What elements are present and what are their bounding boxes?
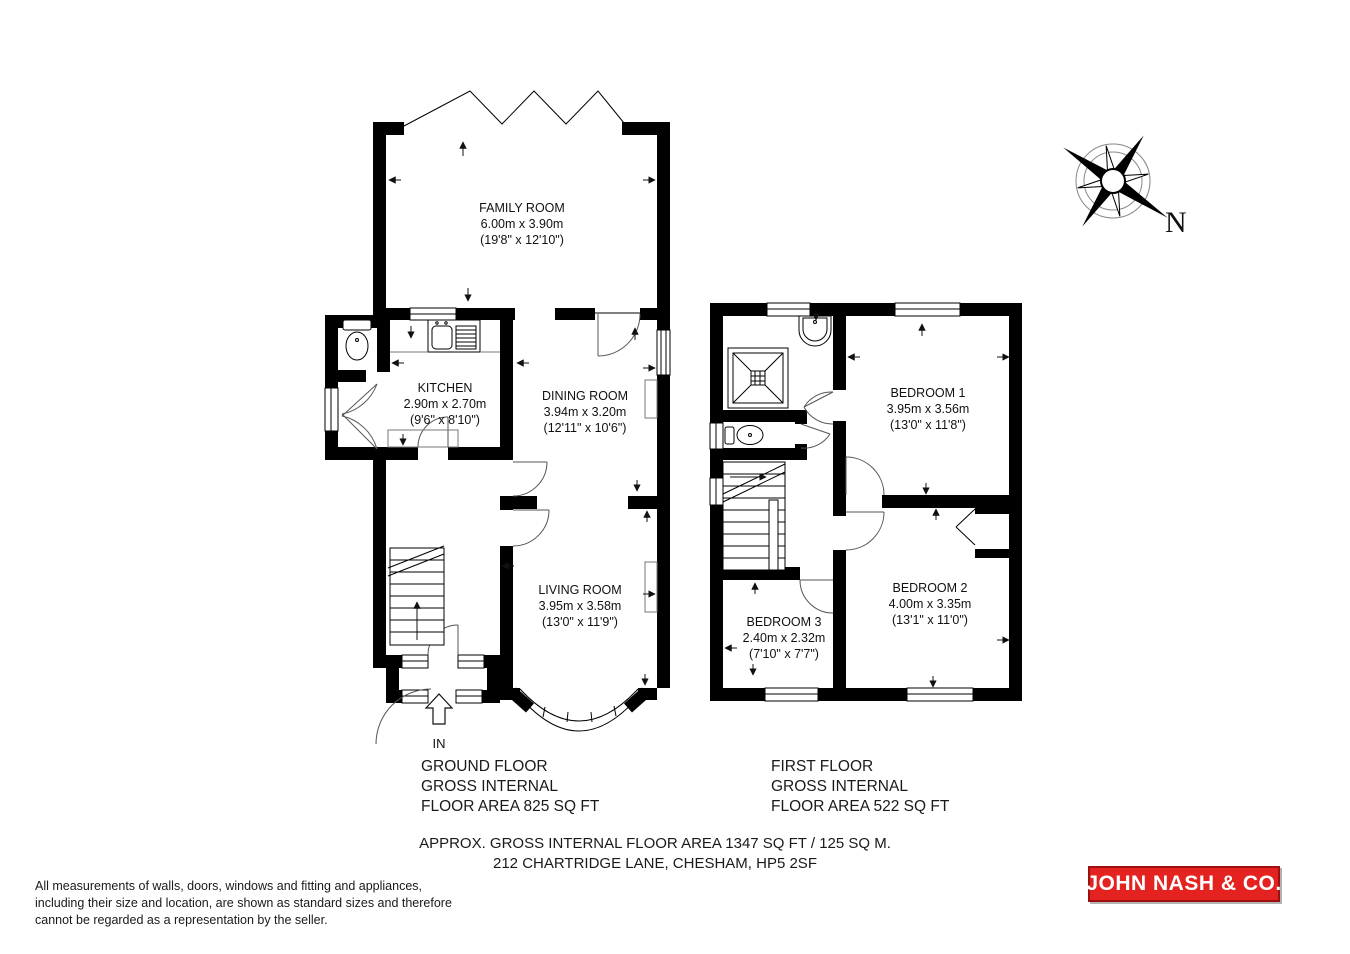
room-metric: 2.90m x 2.70m: [403, 397, 487, 411]
basin-icon: [799, 316, 831, 346]
disclaimer-line: cannot be regarded as a representation by the seller.: [35, 913, 328, 927]
room-metric: 3.94m x 3.20m: [543, 405, 627, 419]
wall-segment: [657, 122, 670, 330]
wall-segment: [386, 655, 402, 668]
room-label-kitchen: [404, 381, 487, 427]
wall-segment: [833, 508, 846, 516]
bay-window: [520, 689, 638, 731]
window: [710, 478, 723, 505]
room-label-bedroom-1: [887, 386, 970, 432]
room-imperial: (13'0" x 11'8"): [890, 418, 966, 432]
wall-segment: [500, 496, 513, 510]
wall-segment: [628, 496, 657, 509]
wall-segment: [818, 688, 907, 701]
wall-segment: [833, 316, 846, 390]
door-arc: [598, 314, 640, 356]
room-metric: 6.00m x 3.90m: [480, 217, 564, 231]
caption-line: FLOOR AREA 825 SQ FT: [421, 798, 600, 815]
room-label-family-room: [479, 201, 565, 247]
window: [657, 330, 670, 375]
window: [767, 303, 810, 316]
wall-segment: [640, 308, 657, 320]
room-metric: 4.00m x 3.35m: [888, 597, 972, 611]
door-arc: [846, 512, 884, 550]
entrance-arrow-icon: [426, 694, 452, 724]
wall-segment: [448, 447, 500, 460]
entrance-in-label: IN: [432, 736, 446, 751]
wall-segment: [657, 375, 670, 688]
kitchen-sink-icon: [428, 320, 480, 352]
room-name: BEDROOM 1: [890, 386, 966, 400]
door-arc: [800, 580, 833, 613]
wall-segment: [795, 444, 807, 460]
closet-doors: [956, 509, 975, 545]
wall-segment: [710, 303, 723, 423]
window: [456, 690, 482, 703]
room-name: KITCHEN: [417, 381, 473, 395]
caption-line: FIRST FLOOR: [771, 758, 874, 775]
room-label-bedroom-2: [889, 581, 972, 627]
wall-segment: [500, 546, 513, 688]
wall-segment: [373, 122, 386, 320]
room-imperial: (7'10" x 7'7"): [749, 647, 819, 661]
first-floor-plan: [710, 303, 1022, 701]
staircase-icon: [388, 546, 444, 645]
caption-line: GROUND FLOOR: [421, 758, 548, 775]
compass-rose-icon: [1059, 131, 1186, 239]
room-label-bedroom-3: [743, 615, 826, 661]
window: [410, 308, 456, 320]
summary-block: [240, 834, 1070, 874]
wall-segment: [325, 315, 338, 388]
agency-logo-text: JOHN NASH & CO.: [1086, 872, 1282, 895]
wall-segment: [482, 690, 500, 703]
wall-segment: [833, 550, 846, 701]
wall-segment: [833, 421, 846, 508]
caption-line: GROSS INTERNAL: [421, 778, 558, 795]
disclaimer-text: [35, 878, 452, 929]
wall-segment: [386, 690, 402, 703]
window: [710, 423, 723, 449]
toilet-icon: [725, 426, 763, 445]
room-imperial: (13'0" x 11'9"): [542, 615, 618, 629]
wall-segment: [723, 410, 807, 422]
wall-segment: [325, 447, 418, 460]
room-imperial: (13'1" x 11'0"): [892, 613, 968, 627]
wall-segment: [500, 320, 513, 460]
room-metric: 3.95m x 3.58m: [538, 599, 622, 613]
wall-segment: [377, 315, 390, 372]
wall-segment: [513, 496, 537, 509]
disclaimer-line: including their size and location, are shown as standard sizes and therefore: [35, 896, 452, 910]
ground-floor-caption: [421, 757, 599, 817]
door-arc: [513, 462, 547, 496]
door-arc: [804, 392, 833, 424]
door-leaf: [801, 424, 830, 434]
agency-logo: [1088, 866, 1280, 902]
total-area-line: APPROX. GROSS INTERNAL FLOOR AREA 1347 SQ FT / 125 SQ M.: [419, 835, 891, 852]
first-floor-caption: [771, 757, 949, 817]
window: [325, 388, 338, 431]
room-label-dining-room: [542, 389, 628, 435]
room-label-living-room: [538, 583, 621, 629]
door-leaf: [342, 384, 377, 416]
window: [765, 688, 818, 701]
wall-segment: [810, 303, 895, 316]
wall-segment: [1009, 303, 1022, 701]
room-name: FAMILY ROOM: [479, 201, 565, 215]
room-name: BEDROOM 3: [746, 615, 822, 629]
window: [402, 690, 428, 703]
wall-segment: [882, 495, 1009, 508]
shower-icon: [728, 348, 788, 408]
room-imperial: (12'11" x 10'6"): [543, 421, 627, 435]
window: [402, 655, 428, 668]
wall-segment: [484, 655, 500, 668]
room-metric: 2.40m x 2.32m: [742, 631, 826, 645]
window: [458, 655, 484, 668]
window: [907, 688, 973, 701]
wall-segment: [373, 460, 386, 668]
caption-line: FLOOR AREA 522 SQ FT: [771, 798, 950, 815]
caption-line: GROSS INTERNAL: [771, 778, 908, 795]
wall-segment: [555, 308, 595, 320]
wall-segment: [975, 549, 1009, 558]
wall-segment: [710, 448, 807, 460]
room-name: LIVING ROOM: [538, 583, 622, 597]
staircase-icon: [723, 462, 785, 570]
door-arc: [846, 457, 884, 495]
wall-segment: [795, 410, 807, 424]
unsurveyed-boundary-zigzag: [404, 91, 624, 126]
toilet-icon: [343, 320, 371, 360]
wall-segment: [456, 308, 515, 320]
wall-segment: [338, 370, 366, 382]
room-name: BEDROOM 2: [892, 581, 968, 595]
door-leaf: [342, 414, 377, 449]
room-name: DINING ROOM: [541, 389, 629, 403]
north-label: N: [1165, 206, 1187, 239]
room-metric: 3.95m x 3.56m: [886, 402, 970, 416]
room-imperial: (19'8" x 12'10"): [480, 233, 564, 247]
address-line: 212 CHARTRIDGE LANE, CHESHAM, HP5 2SF: [493, 855, 817, 872]
door-arc: [513, 510, 549, 546]
ground-floor-plan: [325, 91, 670, 751]
window: [895, 303, 960, 316]
room-imperial: (9'6" x 8'10"): [410, 413, 480, 427]
disclaimer-line: All measurements of walls, doors, windows and fitting and appliances,: [35, 879, 423, 893]
wall-segment: [710, 505, 723, 701]
